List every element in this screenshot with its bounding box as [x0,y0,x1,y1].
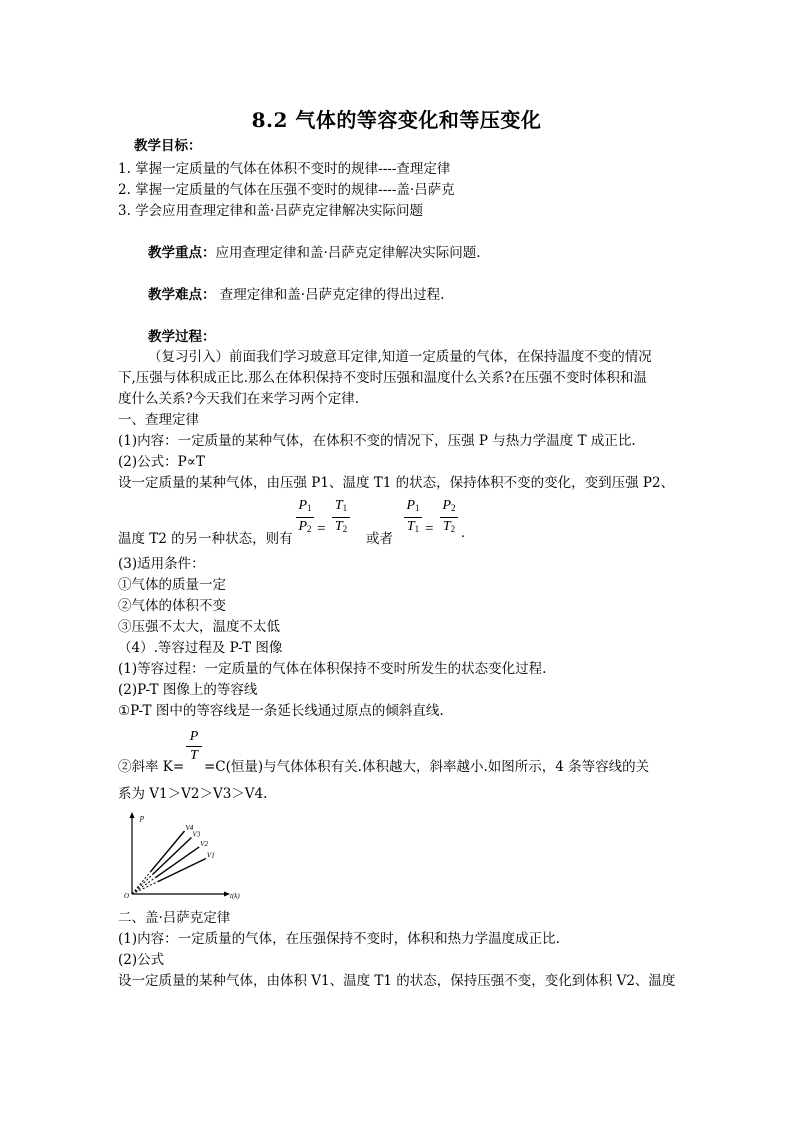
period: . [461,525,465,541]
frac-den-sub: 1 [414,524,420,534]
isochoric-heading: （4）.等容过程及 P-T 图像 [118,640,283,656]
objectives-heading: 教学目标： [134,138,202,154]
y-axis-label: p [140,813,144,822]
fraction-p1-p2 [296,498,314,537]
frac-den-sub: 2 [307,524,312,534]
frac-num: P [442,498,452,513]
fraction-bar [186,746,202,747]
or-text: 或者 [366,531,393,547]
isochore-extension-v2 [132,878,156,894]
slope-end: 系为 V1＞V2＞V3＞V4. [118,786,268,802]
isochore-label-v4: V4 [185,824,194,833]
frac-den: T [406,519,415,534]
frac-num-sub: 2 [451,503,456,513]
intro-line: （复习引入）前面我们学习玻意耳定律,知道一定质量的气体，在保持温度不变的情况 [148,349,652,365]
isochoric-def: (1)等容过程：一定质量的气体在体积保持不变时所发生的状态变化过程. [118,661,547,677]
difficulty-text: 查理定律和盖·吕萨克定律的得出过程. [215,287,445,303]
frac-den: T [334,519,343,534]
frac-den: P [298,519,308,534]
process-heading: 教学过程： [148,329,216,345]
origin-label: O [124,892,130,900]
charles-formula-label: (2)公式：P∝T [118,454,205,470]
isochoric-graph: (2)P-T 图像上的等容线 [118,682,258,698]
fraction-p-t [186,729,202,764]
frac-num-sub: 1 [342,503,348,513]
fraction-p1-t1 [404,498,422,537]
slope-suffix: =C(恒量)与气体体积有关.体积越大，斜率越小.如图所示，4 条等容线的关 [204,759,650,775]
key-point-label: 教学重点： [148,245,216,261]
equals-sign: = [425,521,434,537]
frac-num: P [406,498,416,513]
objective-item: 3. 学会应用查理定律和盖·吕萨克定律解决实际问题 [118,203,423,219]
x-axis-label: t(k) [230,892,240,900]
fraction-bar [440,517,458,518]
charles-derivation-2: 温度 T2 的另一种状态，则有 [118,531,293,547]
frac-den: T [442,519,451,534]
charles-content: (1)内容：一定质量的某种气体，在体积不变的情况下，压强 P 与热力学温度 T 成正比. [118,433,636,449]
key-point-text: 应用查理定律和盖·吕萨克定律解决实际问题. [215,245,481,261]
frac-den-sub: 2 [342,524,348,534]
intro-line: 度什么关系?今天我们在来学习两个定律. [118,391,360,407]
y-axis-arrow [130,812,135,818]
gay-lussac-formula-label: (2)公式 [118,952,165,968]
gay-lussac-derivation: 设一定质量的某种气体，由体积 V1、温度 T1 的状态，保持压强不变，变化到体积 V2、温度 [118,973,676,989]
condition-item: ②气体的体积不变 [118,598,226,614]
isochore-label-v3: V3 [192,830,201,839]
slope-prefix: ②斜率 K= [118,759,185,775]
fraction-bar [296,517,314,518]
section2-heading: 二、盖·吕萨克定律 [118,910,231,926]
frac-num-sub: 1 [415,503,420,513]
isochore-label-v2: V2 [200,839,208,848]
fraction-p2-t2 [440,498,458,537]
difficulty [148,286,444,304]
isochore-label-v1: V1 [206,851,215,860]
conditions-heading: (3)适用条件： [118,556,205,572]
fraction-t1-t2 [332,498,350,537]
section1-heading: 一、查理定律 [118,412,199,428]
isochoric-line: ①P-T 图中的等容线是一条延长线通过原点的倾斜直线. [118,703,444,719]
equals-sign: = [317,521,326,537]
condition-item: ③压强不太大，温度不太低 [118,619,280,635]
isochore-extension-v3 [132,874,153,894]
isochore-extension-v1 [132,882,158,894]
page-title: 8.2 气体的等容变化和等压变化 [251,108,542,132]
isochore-line-v4 [150,831,184,872]
frac-num: P [298,498,308,513]
charles-derivation: 设一定质量的某种气体，由压强 P1、温度 T1 的状态，保持体积不变的变化，变到压强 P2、 [118,475,675,491]
frac-num: T [334,498,343,513]
objective-item: 2. 掌握一定质量的气体在压强不变时的规律----盖·吕萨克 [118,182,455,198]
chart-lines [132,824,215,894]
frac-num-sub: 1 [307,503,312,513]
frac-num: P [189,729,199,744]
frac-den: T [190,748,198,763]
frac-den-sub: 2 [450,524,456,534]
difficulty-label: 教学难点： [148,287,216,303]
fraction-bar [332,517,350,518]
intro-line: 下,压强与体积成正比.那么在体积保持不变时压强和温度什么关系?在压强不变时体积和温 [118,370,647,386]
pt-isochore-chart [118,806,248,906]
condition-item: ①气体的质量一定 [118,577,226,593]
key-point [148,244,481,262]
fraction-bar [404,517,422,518]
objective-item: 1. 掌握一定质量的气体在体积不变时的规律----查理定律 [118,161,451,177]
gay-lussac-content: (1)内容：一定质量的气体，在压强保持不变时，体积和热力学温度成正比. [118,931,560,947]
